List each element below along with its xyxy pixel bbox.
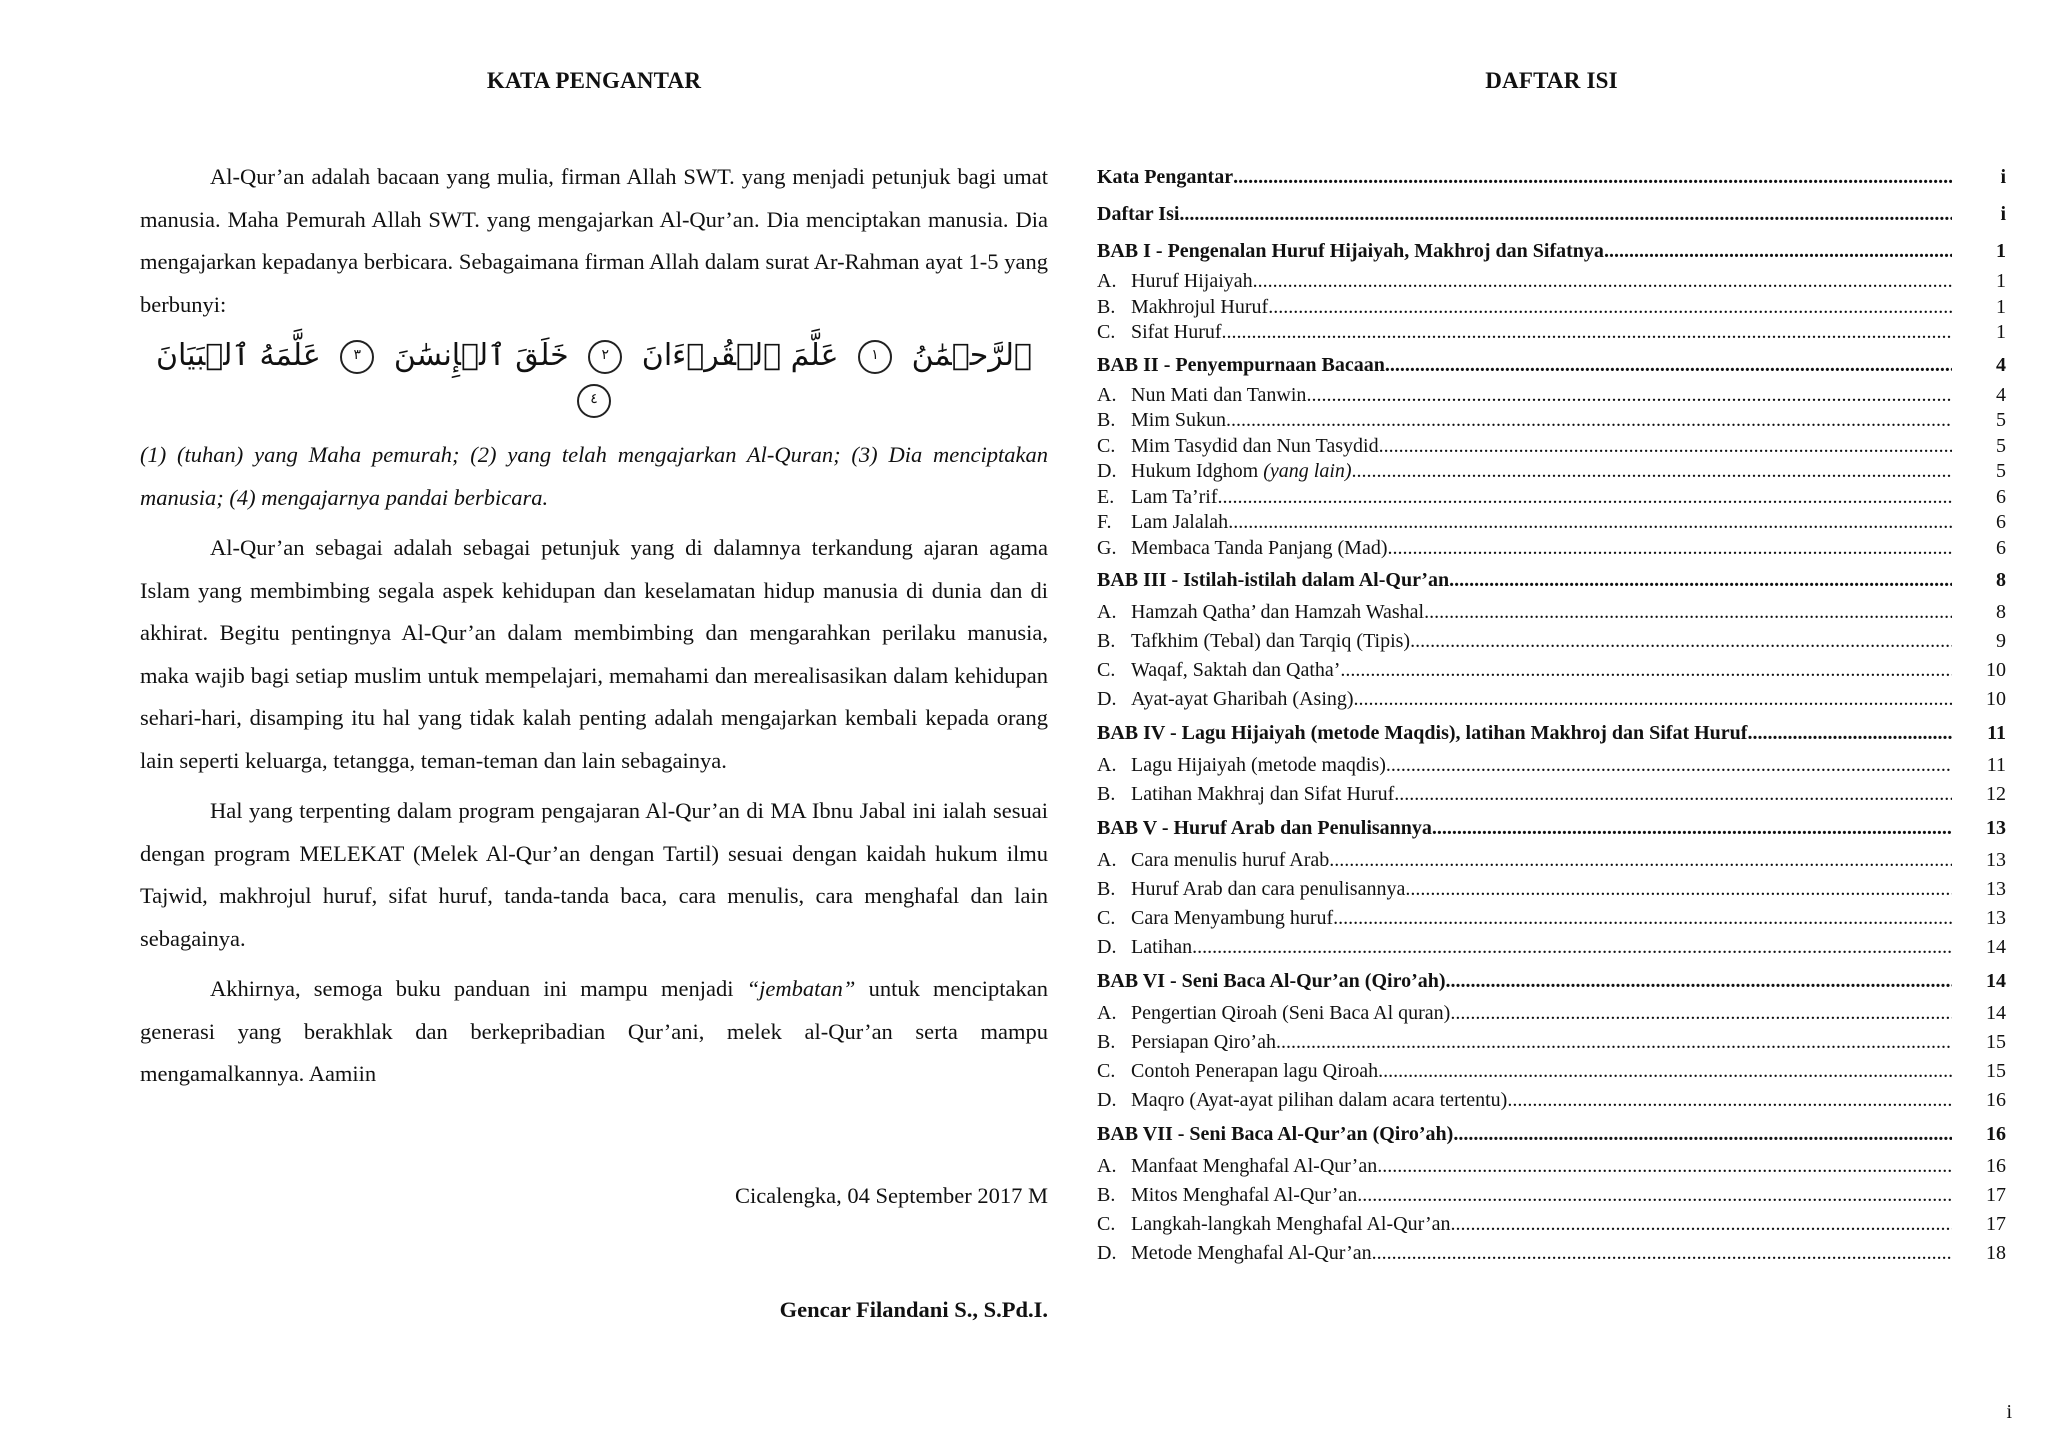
toc-item-letter: E. <box>1097 485 1115 508</box>
paragraph-2: Al-Qur’an sebagai adalah sebagai petunjuk yang di dalamnya terkandung ajaran agama Islam yang membimbing segala aspek kehidupan dan keselamatan hidup manusia di dunia dan di akhirat. Begitu pentingnya Al-Qur’an dalam membimbing dan mengarahkan perilaku manusia, maka wajib bagi setiap muslim untuk mempelajari, memahami dan merealisasikan dalam kehidupan sehari-hari, disamping itu hal yang tidak kalah penting adalah mengajarkan kembali kepada orang lain seperti keluarga, tetangga, teman-teman dan lain sebagainya. <box>140 535 1048 773</box>
dot-leader <box>1449 563 1952 598</box>
toc-item-letter: C. <box>1097 1060 1116 1082</box>
toc-item[interactable] <box>1097 875 2006 904</box>
daftar-isi-page <box>1097 0 2006 1449</box>
toc-item-page: 13 <box>1986 849 2006 871</box>
toc-item-title: Metode Menghafal Al-Qur’an <box>1131 1242 1372 1264</box>
dot-leader <box>1218 485 1952 511</box>
ayah-mark-2: ٢ <box>588 340 622 374</box>
dot-leader <box>1386 751 1952 780</box>
toc-item[interactable] <box>1097 1057 2006 1086</box>
toc-item-title: Persiapan Qiro’ah <box>1131 1031 1276 1053</box>
toc-item-page: 13 <box>1986 907 2006 929</box>
toc-item[interactable] <box>1097 846 2006 875</box>
toc-item-letter: B. <box>1097 1184 1116 1206</box>
toc-item[interactable] <box>1097 510 2006 536</box>
toc-item[interactable] <box>1097 685 2006 714</box>
dot-leader <box>1410 627 1952 656</box>
arabic-verses <box>140 334 1048 422</box>
dot-leader <box>1385 348 1952 383</box>
toc-item[interactable] <box>1097 383 2006 409</box>
toc-item-title: Waqaf, Saktah dan Qatha’ <box>1131 659 1341 681</box>
toc-entry-daftar-isi[interactable] <box>1097 197 2006 232</box>
toc-item-page: 6 <box>1996 485 2006 508</box>
kata-pengantar-page <box>140 0 1048 1449</box>
dot-leader <box>1228 510 1952 536</box>
toc-item-letter: C. <box>1097 907 1116 929</box>
toc-item-page: 10 <box>1986 659 2006 681</box>
toc-item-title-italic: (yang lain) <box>1263 460 1352 482</box>
toc-chapter-page: 4 <box>1996 353 2006 376</box>
toc-item-title: Huruf Hijaiyah <box>1131 270 1253 292</box>
dot-leader <box>1352 459 1952 485</box>
toc-item-title: Ayat-ayat Gharibah (Asing) <box>1131 688 1354 710</box>
dot-leader <box>1450 999 1952 1028</box>
paragraph-4-start: Akhirnya, semoga buku panduan ini mampu menjadi <box>210 976 747 1001</box>
toc-item[interactable] <box>1097 656 2006 685</box>
toc-item-page: 17 <box>1986 1213 2006 1235</box>
dot-leader <box>1276 1028 1952 1057</box>
toc-item-letter: D. <box>1097 1089 1117 1111</box>
kata-pengantar-heading: KATA PENGANTAR <box>486 68 702 93</box>
toc-item-page: 9 <box>1996 630 2006 652</box>
toc-item-letter: B. <box>1097 409 1116 431</box>
toc-item[interactable] <box>1097 1028 2006 1057</box>
verse-translation: (1) (tuhan) yang Maha pemurah; (2) yang telah mengajarkan Al-Quran; (3) Dia menciptakan manusia; (4) mengajarnya pandai berbicara. <box>140 442 1048 510</box>
dot-leader <box>1394 780 1952 809</box>
toc-item-title: Tafkhim (Tebal) dan Tarqiq (Tipis) <box>1131 630 1411 652</box>
dot-leader <box>1507 1086 1952 1115</box>
toc-item-title: Latihan Makhraj dan Sifat Huruf <box>1131 783 1395 805</box>
toc-chapter-bab-5[interactable] <box>1097 811 2006 846</box>
toc-item-page: 1 <box>1996 270 2006 292</box>
toc-entry-title: Kata Pengantar <box>1097 166 1234 188</box>
toc-chapter-page: 14 <box>1986 970 2006 992</box>
toc-chapter-title: BAB III - Istilah-istilah dalam Al-Qur’an <box>1097 569 1450 591</box>
toc-item-letter: A. <box>1097 383 1117 406</box>
toc-item-letter: C. <box>1097 659 1116 681</box>
toc-item-title: Lagu Hijaiyah (metode maqdis) <box>1131 754 1386 776</box>
toc-chapter-page: 16 <box>1986 1123 2006 1145</box>
toc-item-page: 15 <box>1986 1060 2006 1082</box>
toc-item-letter: D. <box>1097 1242 1117 1264</box>
toc-item[interactable] <box>1097 999 2006 1028</box>
toc-chapter-page: 1 <box>1996 240 2006 262</box>
toc-item-letter: A. <box>1097 270 1117 292</box>
toc-item-page: 10 <box>1986 688 2006 710</box>
toc-chapter-page: 11 <box>1987 722 2006 744</box>
toc-chapter-title: BAB V - Huruf Arab dan Penulisannya <box>1097 817 1432 839</box>
dot-leader <box>1179 197 1952 232</box>
toc-item[interactable] <box>1097 1152 2006 1181</box>
toc-item-letter: C. <box>1097 434 1116 457</box>
toc-item[interactable] <box>1097 780 2006 809</box>
dot-leader <box>1306 383 1952 409</box>
toc-item[interactable] <box>1097 320 2006 346</box>
toc-item[interactable] <box>1097 1210 2006 1239</box>
toc-item-title: Lam Ta’rif <box>1131 485 1218 508</box>
place-date: Cicalengka, 04 September 2017 M <box>734 1183 1048 1208</box>
verse-2: عَلَّمَ ٱلۡقُرۡءَانَ <box>641 338 839 373</box>
toc-item-title: Hamzah Qatha’ dan Hamzah Washal <box>1131 601 1425 623</box>
toc-chapter-bab-7[interactable] <box>1097 1117 2006 1152</box>
toc-item-page: 5 <box>1996 460 2006 482</box>
toc-item-letter: B. <box>1097 630 1116 652</box>
toc-item-title: Latihan <box>1131 936 1193 958</box>
toc-item-page: 5 <box>1996 409 2006 431</box>
toc-item-letter: A. <box>1097 601 1117 623</box>
toc-item-page: 17 <box>1986 1184 2006 1206</box>
toc-item-letter: B. <box>1097 878 1116 900</box>
toc-item-title: Mim Sukun <box>1131 409 1227 431</box>
paragraph-4-emphasis: “jembatan” <box>746 976 856 1001</box>
verse-4: عَلَّمَهُ ٱلۡبَيَانَ <box>155 338 321 373</box>
dot-leader <box>1378 1057 1952 1086</box>
toc-chapter-bab-3[interactable] <box>1097 563 2006 598</box>
toc-item-letter: C. <box>1097 321 1116 343</box>
dot-leader <box>1451 1210 1952 1239</box>
toc-item-title: Contoh Penerapan lagu Qiroah <box>1131 1060 1379 1082</box>
ayah-mark-4: ٤ <box>577 384 611 418</box>
toc-item-title: Cara Menyambung huruf <box>1131 907 1334 929</box>
toc-item-letter: B. <box>1097 295 1116 318</box>
toc-item-title: Lam Jalalah <box>1131 511 1229 533</box>
toc-item-page: 15 <box>1986 1031 2006 1053</box>
toc-chapter-page: 13 <box>1986 817 2006 839</box>
toc-item-page: 1 <box>1996 321 2006 343</box>
toc-item-title: Huruf Arab dan cara penulisannya <box>1131 878 1406 900</box>
toc-item[interactable] <box>1097 598 2006 627</box>
paragraph-4 <box>140 968 1048 1096</box>
toc-entry-page: i <box>2000 203 2006 225</box>
toc-item-letter: B. <box>1097 783 1116 805</box>
toc-item-page: 5 <box>1996 434 2006 457</box>
dot-leader <box>1405 875 1952 904</box>
toc-item-page: 1 <box>1996 295 2006 318</box>
toc-item[interactable] <box>1097 904 2006 933</box>
dot-leader <box>1357 1181 1952 1210</box>
dot-leader <box>1387 536 1952 562</box>
dot-leader <box>1329 846 1952 875</box>
dot-leader <box>1226 408 1952 434</box>
dot-leader <box>1192 933 1952 962</box>
dot-leader <box>1747 716 1952 751</box>
toc-chapter-title: BAB IV - Lagu Hijaiyah (metode Maqdis), latihan Makhroj dan Sifat Huruf <box>1097 722 1748 744</box>
dot-leader <box>1604 234 1952 269</box>
paragraph-1: Al-Qur’an adalah bacaan yang mulia, firman Allah SWT. yang menjadi petunjuk bagi umat manusia. Maha Pemurah Allah SWT. yang mengajarkan Al-Qur’an. Dia menciptakan manusia. Dia mengajarkan kepadanya berbicara. Sebagaimana firman Allah dalam surat Ar-Rahman ayat 1-5 yang berbunyi: <box>140 164 1048 317</box>
toc-item[interactable] <box>1097 1181 2006 1210</box>
toc-item-title: Mim Tasydid dan Nun Tasydid <box>1131 434 1379 457</box>
toc-item-page: 14 <box>1986 936 2006 958</box>
toc-item[interactable] <box>1097 751 2006 780</box>
toc-item-letter: A. <box>1097 849 1117 871</box>
toc-item-title: Pengertian Qiroah (Seni Baca Al quran) <box>1131 1002 1451 1024</box>
kata-pengantar-body <box>140 156 1048 1104</box>
toc-chapter-page: 8 <box>1996 569 2006 591</box>
dot-leader <box>1424 598 1952 627</box>
toc-chapter-bab-2[interactable] <box>1097 348 2006 383</box>
toc-chapter-title: BAB VII - Seni Baca Al-Qur’an (Qiro’ah) <box>1097 1123 1454 1145</box>
toc-entry-page: i <box>2000 166 2006 188</box>
ayah-mark-1: ١ <box>858 340 892 374</box>
toc-item-page: 11 <box>1986 754 2006 776</box>
toc-item[interactable] <box>1097 485 2006 511</box>
toc-item-letter: D. <box>1097 936 1117 958</box>
table-of-contents <box>1097 158 2006 1268</box>
toc-item-page: 12 <box>1986 783 2006 805</box>
dot-leader <box>1446 964 1952 999</box>
toc-item-title: Cara menulis huruf Arab <box>1131 849 1330 871</box>
toc-item[interactable] <box>1097 1086 2006 1115</box>
verse-3: خَلَقَ ٱلۡإِنسَٰنَ <box>393 338 569 373</box>
toc-item-title: Manfaat Menghafal Al-Qur’an <box>1131 1155 1378 1177</box>
toc-item[interactable] <box>1097 434 2006 460</box>
toc-chapter-bab-6[interactable] <box>1097 964 2006 999</box>
paragraph-4-end: untuk menciptakan generasi yang berakhlak dan berkepribadian Qur’ani, melek al-Qur’an serta mampu mengamalkannya. Aamiin <box>140 976 1048 1086</box>
toc-item-page: 18 <box>1986 1242 2006 1264</box>
paragraph-3: Hal yang terpenting dalam program pengajaran Al-Qur’an di MA Ibnu Jabal ini ialah sesuai dengan program MELEKAT (Melek Al-Qur’an dengan Tartil) sesuai dengan kaidah hukum ilmu Tajwid, makhrojul huruf, sifat huruf, tanda-tanda baca, cara menulis, cara menghafal dan lain sebagainya. <box>140 798 1048 951</box>
toc-item-page: 16 <box>1986 1089 2006 1111</box>
toc-chapter-bab-1[interactable] <box>1097 234 2006 269</box>
dot-leader <box>1233 160 1952 195</box>
toc-item-page: 6 <box>1996 536 2006 559</box>
toc-item[interactable] <box>1097 295 2006 321</box>
toc-item-letter: G. <box>1097 536 1117 559</box>
toc-item[interactable] <box>1097 459 2006 485</box>
dot-leader <box>1340 656 1952 685</box>
dot-leader <box>1372 1239 1952 1268</box>
toc-item-letter: A. <box>1097 754 1117 776</box>
toc-item-page: 14 <box>1986 1002 2006 1024</box>
toc-item[interactable] <box>1097 933 2006 962</box>
dot-leader <box>1379 434 1952 460</box>
toc-chapter-title: BAB I - Pengenalan Huruf Hijaiyah, Makhroj dan Sifatnya <box>1097 240 1604 262</box>
dot-leader <box>1222 320 1952 346</box>
toc-chapter-bab-4[interactable] <box>1097 716 2006 751</box>
toc-item[interactable] <box>1097 408 2006 434</box>
dot-leader <box>1453 1117 1952 1152</box>
toc-item[interactable] <box>1097 627 2006 656</box>
toc-item[interactable] <box>1097 269 2006 295</box>
toc-item-title: Makhrojul Huruf <box>1131 295 1269 318</box>
dot-leader <box>1333 904 1952 933</box>
toc-item-page: 16 <box>1986 1155 2006 1177</box>
toc-item-title: Maqro (Ayat-ayat pilihan dalam acara tertentu) <box>1131 1089 1508 1111</box>
toc-item-letter: D. <box>1097 460 1117 482</box>
daftar-isi-heading: DAFTAR ISI <box>1485 68 1618 93</box>
toc-item-title: Hukum Idghom <box>1131 460 1264 482</box>
toc-item-page: 13 <box>1986 878 2006 900</box>
toc-chapter-title: BAB II - Penyempurnaan Bacaan <box>1097 353 1385 376</box>
toc-item-page: 6 <box>1996 511 2006 533</box>
dot-leader <box>1432 811 1952 846</box>
toc-item[interactable] <box>1097 536 2006 562</box>
toc-item-letter: B. <box>1097 1031 1116 1053</box>
toc-item-title: Membaca Tanda Panjang (Mad) <box>1131 536 1388 559</box>
toc-chapter-title: BAB VI - Seni Baca Al-Qur’an (Qiro’ah) <box>1097 970 1446 992</box>
toc-item-letter: A. <box>1097 1002 1117 1024</box>
toc-item[interactable] <box>1097 1239 2006 1268</box>
toc-item-page: 8 <box>1996 601 2006 623</box>
toc-item-letter: C. <box>1097 1213 1116 1235</box>
toc-item-title: Langkah-langkah Menghafal Al-Qur’an <box>1131 1213 1451 1235</box>
dot-leader <box>1354 685 1952 714</box>
ayah-mark-3: ٣ <box>340 340 374 374</box>
toc-entry-title: Daftar Isi <box>1097 203 1180 225</box>
toc-item-page: 4 <box>1996 383 2006 406</box>
toc-item-letter: D. <box>1097 688 1117 710</box>
toc-item-title: Mitos Menghafal Al-Qur’an <box>1131 1184 1358 1206</box>
dot-leader <box>1253 269 1952 295</box>
dot-leader <box>1268 295 1952 321</box>
toc-entry-kata-pengantar[interactable] <box>1097 160 2006 195</box>
toc-item-letter: F. <box>1097 511 1112 533</box>
dot-leader <box>1377 1152 1952 1181</box>
toc-item-title: Nun Mati dan Tanwin <box>1131 383 1307 406</box>
verse-1: ٱلرَّحۡمَٰنُ <box>911 338 1033 373</box>
toc-item-letter: A. <box>1097 1155 1117 1177</box>
toc-item-title: Sifat Huruf <box>1131 321 1222 343</box>
page-number: i <box>2006 1401 2012 1423</box>
author-name: Gencar Filandani S., S.Pd.I. <box>779 1297 1048 1322</box>
